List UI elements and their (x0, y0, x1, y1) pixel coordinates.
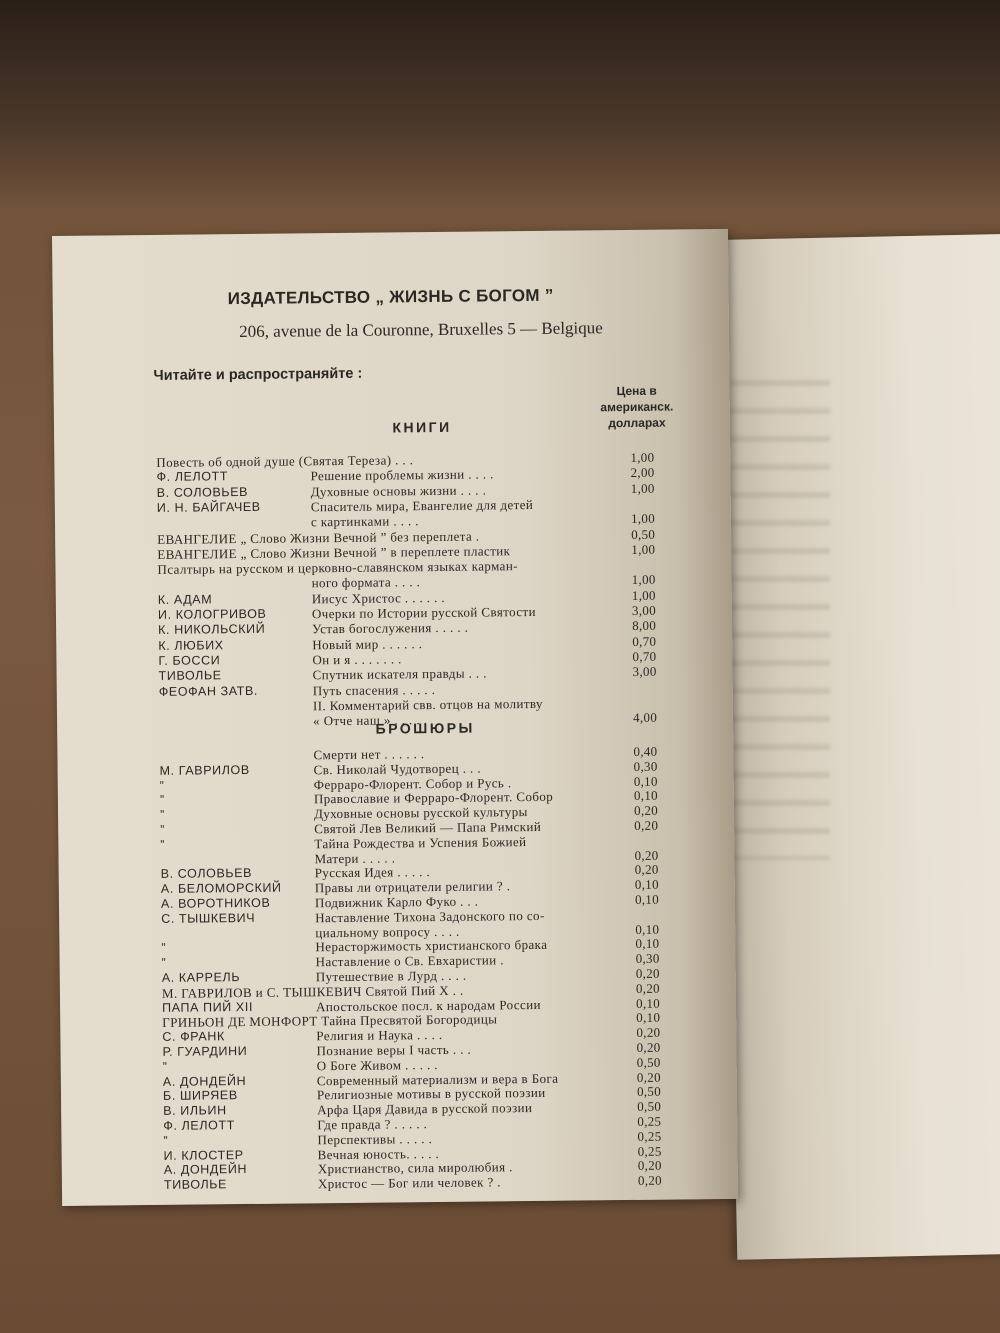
entry-price: 0,10 (633, 788, 658, 804)
entry-title: « Отче наш » . . . . . (313, 712, 428, 729)
entry-author: А. БЕЛОМОРСКИЙ (160, 880, 282, 897)
entry-author: Р. ГУАРДИНИ (162, 1044, 248, 1059)
entry-author: ” (159, 793, 165, 808)
entry-title: Православие и Ферраро-Флорент. Собор (313, 789, 554, 807)
entry-price: 0,70 (632, 633, 657, 649)
entry-price: 0,20 (634, 862, 659, 878)
price-header-line: долларах (608, 415, 666, 431)
entry-price: 0,30 (633, 758, 658, 774)
entry-title: Путешествие в Лурд . . . . (315, 967, 467, 985)
entry-author: Ф. ЛЕЛОТТ (163, 1118, 235, 1133)
entry-price: 0,50 (636, 1054, 661, 1070)
entry-price: 1,00 (630, 480, 655, 496)
entry-title: Где правда ? . . . . . (317, 1116, 428, 1133)
entry-author: В. СОЛОВЬЕВ (160, 866, 253, 882)
entry-title: Смерти нет . . . . . . (313, 746, 425, 763)
entry-author: С. ФРАНК (162, 1029, 225, 1045)
entry-price: 0,10 (634, 876, 659, 893)
entry-price: 3,00 (631, 602, 657, 618)
entry-price: 0,50 (637, 1098, 662, 1115)
entry-author: ТИВОЛЬЕ (158, 668, 222, 684)
entry-title: Повесть об одной душе (Святая Тереза) . . . (156, 452, 414, 470)
publisher-title: ИЗДАТЕЛЬСТВО „ ЖИЗНЬ С БОГОМ ” (227, 285, 554, 309)
entry-title: Тайна Рождества и Успения Божией (314, 833, 527, 852)
entry-title: Христос — Бог или человек ? . (317, 1174, 501, 1192)
entry-price: 1,00 (631, 572, 656, 588)
entry-price: 0,30 (635, 950, 660, 967)
entry-price: 0,20 (636, 1024, 661, 1041)
entry-price: 0,25 (637, 1113, 662, 1129)
entry-price: 0,20 (637, 1158, 662, 1174)
entry-title: Русская Идея . . . . . (314, 864, 431, 881)
read-and-spread-line: Читайте и распространяйте : (153, 365, 363, 384)
entry-title: с картинками . . . . (310, 513, 419, 530)
entry-author: ” (161, 956, 167, 971)
entry-author: Ф. ЛЕЛОТТ (156, 469, 229, 485)
entry-author: А. ДОНДЕЙН (162, 1073, 247, 1089)
entry-price: 0,20 (634, 847, 659, 863)
entry-author: ” (159, 808, 165, 823)
entry-price: 0,10 (633, 773, 658, 789)
entry-title: Религия и Наука . . . . (316, 1027, 443, 1044)
entry-price: 0,20 (636, 1069, 661, 1085)
entry-author: Б. ШИРЯЕВ (162, 1088, 238, 1104)
entry-author: ” (163, 1133, 169, 1148)
entry-title: Спутник искателя правды . . . (312, 665, 487, 683)
entry-title: ГРИНЬОН ДЕ МОНФОРТ Тайна Пресвятой Богородицы (162, 1011, 498, 1031)
entry-title: Новый мир . . . . . . (312, 635, 423, 652)
price-header-line: Цена в (616, 383, 657, 399)
entry-author: Г. БОССИ (158, 653, 221, 668)
entry-title: Св. Николай Чудотворец . . . (313, 760, 482, 778)
entry-author: ” (162, 1059, 168, 1074)
entry-author: С. ТЫШКЕВИЧ (161, 910, 256, 926)
entry-title: ЕВАНГЕЛИЕ „ Слово Жизни Вечной ” в переплете пластик (157, 543, 511, 562)
entry-price: 0,10 (636, 1010, 661, 1026)
background-shadow (0, 0, 1000, 210)
entry-author: И. Н. БАЙГАЧЕВ (156, 499, 261, 515)
entry-title: Подвижник Карло Фуко . . . (314, 893, 479, 911)
page-content (52, 229, 738, 1206)
entry-title: ного формата . . . . (311, 574, 421, 591)
entry-price: 0,50 (631, 526, 656, 542)
entry-author: В. ИЛЬИН (163, 1103, 227, 1119)
entry-title: Перспективы . . . . . (317, 1130, 433, 1148)
entry-price: 3,00 (632, 663, 657, 680)
entry-title: Христианство, сила миролюбия . (317, 1159, 513, 1177)
entry-author: ” (161, 941, 167, 956)
entry-price: 8,00 (632, 617, 657, 634)
entry-title: Спаситель мира, Евангелие для детей (310, 496, 534, 515)
entry-author: ” (160, 822, 166, 837)
entry-title: ЕВАНГЕЛИЕ „ Слово Жизни Вечной ” без переплета . (157, 528, 480, 547)
entry-author: ТИВОЛЬЕ (163, 1177, 228, 1193)
entry-title: Духовные основы жизни . . . . (310, 482, 487, 499)
entry-price: 0,20 (635, 965, 660, 981)
entry-price: 0,10 (634, 891, 660, 907)
entry-price: 0,40 (633, 743, 658, 759)
entry-price: 0,25 (637, 1128, 662, 1144)
entry-title: циальному вопросу . . . . (315, 923, 460, 940)
section-heading-brochures: БРОШЮРЫ (375, 719, 475, 737)
entry-author: А. ДОНДЕЙН (163, 1162, 248, 1178)
entry-price: 0,10 (635, 921, 660, 937)
entry-price: 1,00 (630, 449, 655, 465)
entry-price: 0,20 (634, 817, 659, 833)
entry-price: 4,00 (633, 709, 658, 726)
entry-price: 1,00 (630, 510, 656, 527)
entry-title: Псалтырь на русском и церковно-славянском языках карман- (157, 558, 518, 578)
entry-author: ФЕОФАН ЗАТВ. (158, 683, 259, 699)
entry-author: К. ЛЮБИХ (158, 637, 224, 653)
bleed-through-text (730, 380, 830, 860)
entry-price: 0,20 (635, 980, 660, 996)
publisher-address: 206, avenue de la Couronne, Bruxelles 5 — Belgique (239, 318, 603, 342)
entry-author: И. КОЛОГРИВОВ (157, 606, 267, 622)
entry-title: Современный материализм и вера в Бога (316, 1070, 559, 1088)
entry-title: Арфа Царя Давида в русской поэзии (317, 1100, 533, 1118)
entry-author: В. СОЛОВЬЕВ (156, 484, 249, 500)
entry-author: К. НИКОЛЬСКИЙ (158, 622, 266, 638)
entry-author: ” (160, 837, 166, 852)
entry-title: О Боге Живом . . . . . (316, 1056, 438, 1074)
entry-title: Апостольское посл. к народам России (316, 996, 541, 1014)
entry-title: Религиозные мотивы в русской поэзии (316, 1085, 546, 1103)
entry-title: Он и я . . . . . . . (312, 651, 402, 668)
entry-price: 1,00 (631, 587, 656, 603)
entry-price: 0,20 (636, 1039, 661, 1055)
entry-title: Матери . . . . . (314, 850, 396, 866)
entry-author: И. КЛОСТЕР (163, 1147, 244, 1163)
entry-title: Правы ли отрицатели религии ? . (314, 878, 511, 896)
entry-title: Вечная юность. . . . . (317, 1145, 440, 1162)
entry-title: М. ГАВРИЛОВ и С. ТЫШКЕВИЧ Святой Пий Х . . (161, 982, 464, 1001)
entry-author: К. АДАМ (157, 592, 213, 607)
entry-title: Иисус Христос . . . . . . (311, 589, 446, 606)
entry-price: 0,70 (632, 648, 657, 664)
entry-title: Устав богослужения . . . . . (312, 619, 469, 637)
entry-author: М. ГАВРИЛОВ (159, 762, 250, 778)
entry-title: II. Комментарий свв. отцов на молитву (312, 695, 543, 714)
entry-price: 0,25 (637, 1143, 662, 1159)
catalog-page (52, 229, 738, 1206)
entry-title: Очерки по Истории русской Святости (311, 603, 536, 622)
entry-author: А. ВОРОТНИКОВ (160, 895, 271, 911)
section-heading-books: КНИГИ (392, 418, 452, 436)
entry-title: Наставление Тихона Задонского по со- (315, 907, 545, 926)
entry-price: 0,10 (635, 936, 660, 952)
entry-author: ” (159, 778, 165, 793)
entry-title: Путь спасения . . . . . (312, 681, 436, 698)
price-header-line: американск. (600, 399, 674, 415)
entry-title: Познание веры I часть . . . (316, 1041, 472, 1059)
entry-title: Решение проблемы жизни . . . . (310, 466, 494, 484)
entry-title: Духовные основы русской культуры (313, 804, 528, 822)
entry-price: 0,20 (637, 1172, 663, 1189)
entry-price: 2,00 (630, 465, 655, 481)
entry-price: 0,50 (636, 1084, 662, 1100)
entry-price: 0,20 (634, 802, 659, 819)
entry-title: Святой Лев Великий — Папа Римский (314, 818, 542, 837)
entry-title: Нерасторжимость христианского брака (315, 937, 548, 955)
entry-author: А. КАРРЕЛЬ (161, 970, 241, 985)
entry-price: 0,10 (636, 995, 661, 1011)
entry-title: Ферраро-Флорент. Собор и Русь . (313, 774, 512, 792)
entry-price: 1,00 (631, 541, 656, 557)
entry-title: Наставление о Св. Евхаристии . (315, 952, 504, 970)
entry-author: ПАПА ПИЙ XII (162, 999, 254, 1015)
